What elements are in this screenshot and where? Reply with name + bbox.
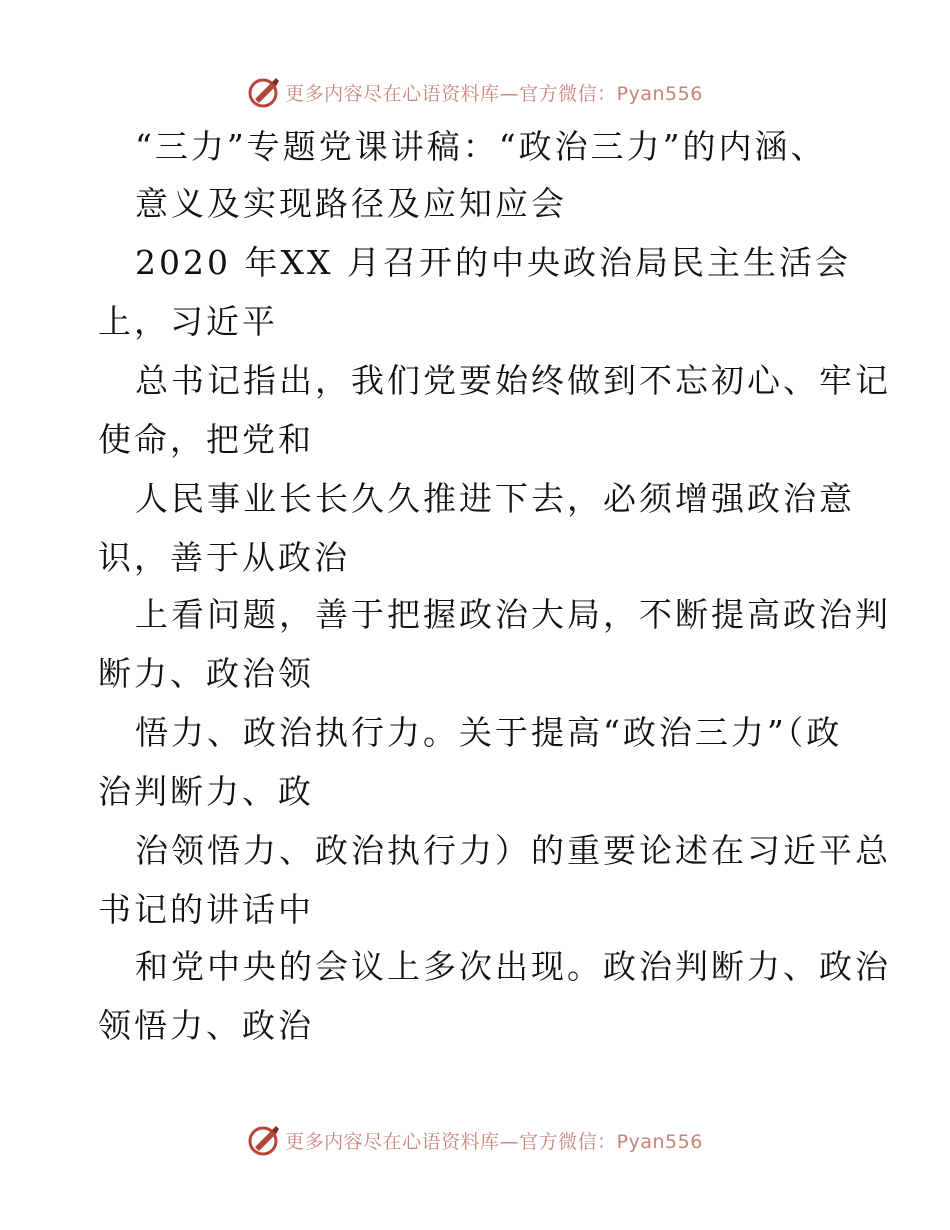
paragraph-line: 断力、政治领	[98, 654, 314, 693]
paragraph-line: 治领悟力、政治执行力）的重要论述在习近平总	[135, 831, 891, 870]
paragraph-line: 识，善于从政治	[98, 538, 350, 577]
header-banner-text: 更多内容尽在心语资料库—官方微信：Pyan556	[285, 82, 703, 105]
paragraph-line: 2020 年XX 月召开的中央政治局民主生活会	[135, 243, 851, 282]
footer-banner	[0, 1120, 950, 1160]
title-line-1: “三力”专题党课讲稿：“政治三力”的内涵、	[135, 127, 827, 166]
paragraph-line: 使命，把党和	[98, 420, 314, 459]
paragraph-line: 上，习近平	[98, 302, 278, 341]
paragraph-line: 和党中央的会议上多次出现。政治判断力、政治	[135, 947, 891, 986]
header-banner	[0, 72, 950, 112]
pen-logo-icon	[247, 1123, 281, 1157]
paragraph-line: 悟力、政治执行力。关于提高“政治三力”（政	[135, 713, 843, 752]
pen-logo-icon	[247, 75, 281, 109]
paragraph-line: 治判断力、政	[98, 772, 314, 811]
paragraph-line: 书记的讲话中	[98, 890, 314, 929]
paragraph-line: 领悟力、政治	[98, 1006, 314, 1045]
title-line-2: 意义及实现路径及应知应会	[135, 184, 567, 223]
footer-banner-text: 更多内容尽在心语资料库—官方微信：Pyan556	[285, 1130, 703, 1153]
paragraph-line: 总书记指出，我们党要始终做到不忘初心、牢记	[135, 361, 891, 400]
paragraph-line: 上看问题，善于把握政治大局，不断提高政治判	[135, 595, 891, 634]
paragraph-line: 人民事业长长久久推进下去，必须增强政治意	[135, 479, 855, 518]
